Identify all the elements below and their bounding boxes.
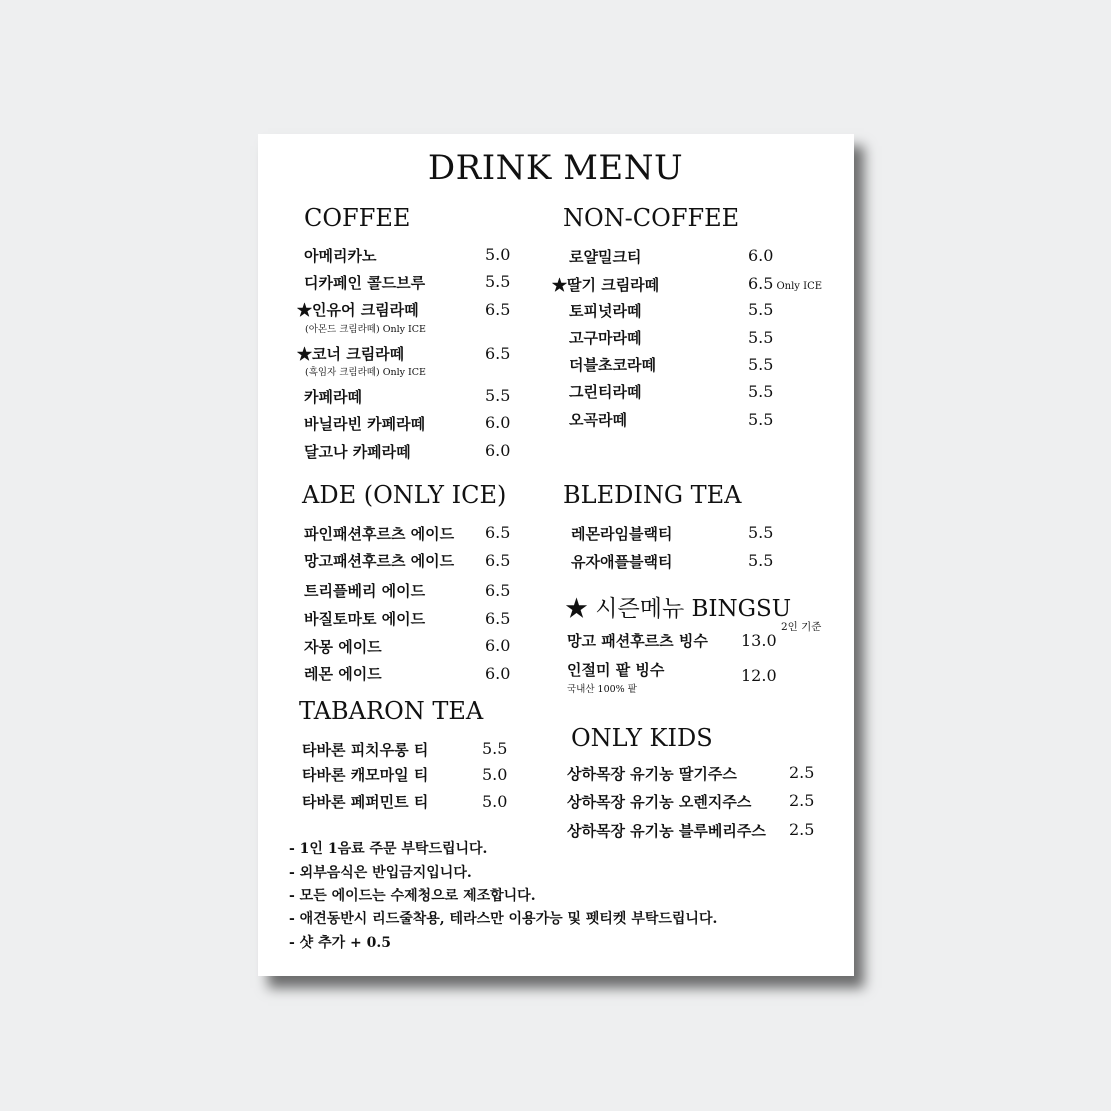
policy-note: - 샷 추가 + 0.5 [289, 935, 391, 951]
menu-item-price: 2.5 [789, 763, 815, 782]
menu-item-price: 5.5 [748, 300, 774, 319]
menu-item-price: 6.0 [748, 246, 774, 265]
menu-item-price: 12.0 [741, 666, 777, 685]
menu-item-name: 아메리카노 [304, 247, 377, 265]
menu-item-price: 5.5 [748, 551, 774, 570]
menu-item-name: 타바론 페퍼민트 티 [302, 793, 429, 811]
menu-item-name: 바닐라빈 카페라떼 [304, 415, 426, 433]
menu-item-price: 6.0 [485, 441, 511, 460]
menu-item-name: ★인유어 크림라떼 [297, 301, 419, 319]
menu-item-name: 상하목장 유기농 오렌지주스 [567, 793, 752, 811]
menu-item-name: 망고 패션후르츠 빙수 [567, 632, 708, 650]
menu-item-price: 5.5 [485, 386, 511, 405]
menu-item-name: 레몬라임블랙티 [571, 525, 673, 543]
menu-item-price: 6.5 [485, 300, 511, 319]
bleding-tea-heading: BLEDING TEA [563, 481, 742, 509]
menu-item-name: 로얄밀크티 [569, 248, 642, 266]
menu-item-price: 5.0 [482, 792, 508, 811]
serving-size-note: 2인 기준 [781, 621, 822, 633]
menu-item-price: 5.0 [485, 245, 511, 264]
menu-item-subtitle: (흑임자 크림라떼) Only ICE [305, 367, 426, 378]
menu-item-price: 5.5 [482, 739, 508, 758]
menu-item-name: 타바론 피치우롱 티 [302, 741, 429, 759]
bingsu-heading: ★ 시즌메뉴 BINGSU [565, 596, 792, 622]
ade-heading: ADE (ONLY ICE) [302, 481, 507, 509]
menu-item-name: 토피넛라떼 [569, 302, 642, 320]
noncoffee-heading: NON-COFFEE [563, 204, 740, 232]
menu-title: DRINK MENU [427, 148, 684, 188]
menu-item-price: 6.5 [485, 344, 511, 363]
menu-item-name: ★딸기 크림라떼 [552, 276, 660, 294]
menu-item-price: 13.0 [741, 631, 777, 650]
menu-item-subtitle: 국내산 100% 팥 [567, 684, 637, 695]
policy-note: - 애견동반시 리드줄착용, 테라스만 이용가능 및 펫티켓 부탁드립니다. [289, 911, 718, 927]
menu-item-price: 5.5 [748, 410, 774, 429]
menu-item-price: 5.5 [748, 382, 774, 401]
menu-item-name: 바질토마토 에이드 [304, 610, 426, 628]
menu-item-name: 타바론 캐모마일 티 [302, 766, 429, 784]
menu-item-price: 6.5 [485, 581, 511, 600]
menu-item-price: 6.5 [485, 523, 511, 542]
only-ice-note: Only ICE [776, 281, 823, 292]
menu-item-name: 상하목장 유기농 딸기주스 [567, 765, 737, 783]
menu-item-name: 디카페인 콜드브루 [304, 274, 426, 292]
menu-item-name: 그린티라떼 [569, 383, 642, 401]
menu-item-name: 파인패션후르츠 에이드 [304, 525, 455, 543]
menu-item-price: 5.5 [485, 272, 511, 291]
menu-item-name: 상하목장 유기농 블루베리주스 [567, 822, 766, 840]
menu-item-price: 5.5 [748, 328, 774, 347]
policy-note: - 모든 에이드는 수제청으로 제조합니다. [289, 888, 536, 904]
menu-item-name: 트리플베리 에이드 [304, 582, 426, 600]
menu-item-price: 5.5 [748, 355, 774, 374]
menu-item-name: 자몽 에이드 [304, 638, 382, 656]
menu-item-subtitle: (아몬드 크림라떼) Only ICE [305, 324, 426, 335]
menu-item-name: 오곡라떼 [569, 411, 627, 429]
menu-item-name: 더블초코라떼 [569, 356, 656, 374]
menu-item-name: 레몬 에이드 [304, 665, 382, 683]
menu-item-name: 달고나 카페라떼 [304, 443, 411, 461]
menu-item-price: 6.5 [485, 609, 511, 628]
only-kids-heading: ONLY KIDS [571, 724, 713, 752]
tabaron-tea-heading: TABARON TEA [299, 697, 484, 725]
policy-note: - 1인 1음료 주문 부탁드립니다. [289, 841, 488, 857]
menu-item-price: 5.0 [482, 765, 508, 784]
menu-item-name: 망고패션후르츠 에이드 [304, 552, 455, 570]
menu-item-name: 인절미 팥 빙수 [567, 661, 665, 679]
menu-item-price: 6.0 [485, 636, 511, 655]
menu-item-name: 고구마라떼 [569, 329, 642, 347]
menu-item-price: 6.0 [485, 413, 511, 432]
menu-item-name: ★코너 크림라떼 [297, 345, 405, 363]
menu-item-price: 6.5 [485, 551, 511, 570]
menu-item-price: 6.0 [485, 664, 511, 683]
menu-item-price: 6.5 Only ICE [748, 274, 823, 293]
policy-note: - 외부음식은 반입금지입니다. [289, 865, 472, 881]
menu-item-price: 2.5 [789, 791, 815, 810]
menu-item-name: 유자애플블랙티 [571, 553, 673, 571]
menu-item-price: 2.5 [789, 820, 815, 839]
menu-item-price: 5.5 [748, 523, 774, 542]
coffee-heading: COFFEE [304, 204, 411, 232]
menu-item-name: 카페라떼 [304, 388, 362, 406]
